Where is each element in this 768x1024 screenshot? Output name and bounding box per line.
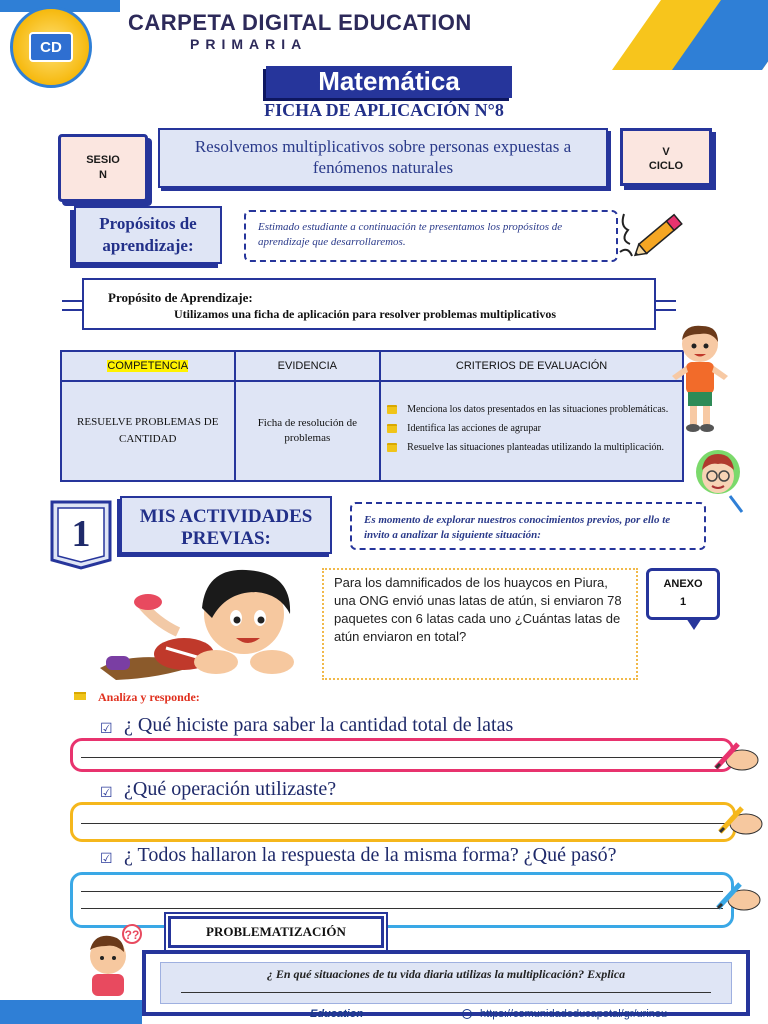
problem-statement: Para los damnificados de los huaycos en Piura, una ONG envió unas latas de atún, si enviaron 78 paquetes con 6 latas cada uno ¿Cuántas latas de atún enviaron en total? <box>322 568 638 680</box>
footer-url[interactable]: https://comunidadeducapotal/gr/urineu <box>480 1008 668 1020</box>
problematizacion-heading: PROBLEMATIZACIÓN <box>168 916 384 948</box>
folder-icon <box>74 692 86 700</box>
evidencia-cell <box>235 381 381 481</box>
svg-text:??: ?? <box>124 928 140 942</box>
ficha-title: FICHA DE APLICACIÓN N°8 <box>264 100 504 120</box>
question-3: ¿ Todos hallaron la respuesta de la misma forma? ¿Qué pasó? <box>124 844 617 866</box>
brand-title: CARPETA DIGITAL EDUCATION <box>128 10 472 35</box>
propositos-heading-line1: Propósitos de <box>99 214 197 233</box>
checkbox-icon: ☑ <box>100 785 113 801</box>
brand-logo <box>10 6 92 88</box>
checkbox-icon: ☑ <box>100 721 113 737</box>
anexo-badge <box>646 568 720 620</box>
evidencia-text: Ficha de resolución de problemas <box>257 417 357 444</box>
evaluation-table <box>60 350 684 482</box>
criterio-item: Resuelve las situaciones planteadas utilizando la multiplicación. <box>385 441 678 454</box>
anexo-pointer <box>686 618 702 630</box>
writing-hand-icon <box>714 878 762 912</box>
writing-hand-icon <box>716 802 764 836</box>
section-number: 1 <box>71 513 91 555</box>
proposito-main-box <box>82 278 656 330</box>
pencil-icon <box>618 206 688 264</box>
reflection-question: ¿ En qué situaciones de tu vida diaria utilizas la multiplicación? Explica <box>266 967 626 981</box>
ciclo-box <box>620 128 712 186</box>
table-row <box>61 381 683 481</box>
footer-stripe <box>0 1000 142 1024</box>
table-header-row <box>61 351 683 381</box>
sesion-label-2: N <box>99 169 107 181</box>
criterio-item: Identifica las acciones de agrupar <box>385 422 678 435</box>
session-title-box <box>158 128 608 188</box>
table-header-evidencia: EVIDENCIA <box>235 351 381 381</box>
propositos-heading <box>74 206 222 264</box>
criterios-list <box>385 403 678 454</box>
section-heading <box>120 496 332 554</box>
answer-line <box>81 757 723 758</box>
answer-line <box>81 908 723 909</box>
decor-line-right <box>654 309 676 311</box>
brand-subtitle: PRIMARIA <box>190 36 308 52</box>
table-header-competencia <box>61 351 235 381</box>
proposito-text: Utilizamos una ficha de aplicación para resolver problemas multiplicativos <box>174 307 556 321</box>
reflection-box <box>142 950 750 1016</box>
criterios-cell <box>380 381 683 481</box>
question-1: ¿ Qué hiciste para saber la cantidad total de latas <box>124 714 514 736</box>
proposito-label: Propósito de Aprendizaje: <box>108 290 253 305</box>
decor-line-left <box>62 300 84 302</box>
table-header-criterios: CRITERIOS DE EVALUACIÓN <box>380 351 683 381</box>
analiza-label: Analiza y responde: <box>98 690 200 704</box>
writing-hand-icon <box>712 738 760 772</box>
sesion-box <box>58 134 148 202</box>
checkbox-icon: ☑ <box>100 851 113 867</box>
section-note: Es momento de explorar nuestros conocimientos previos, por ello te invito a analizar la siguiente situación: <box>350 502 706 550</box>
header-competencia-text: COMPETENCIA <box>107 360 189 372</box>
propositos-note: Estimado estudiante a continuación te presentamos los propósitos de aprendizaje que desarrollaremos. <box>244 210 618 262</box>
reflection-panel <box>160 962 732 1004</box>
kid-illustration <box>668 322 732 436</box>
answer-line[interactable] <box>181 992 711 993</box>
answer-line <box>81 891 723 892</box>
answer-field-2[interactable] <box>70 802 736 842</box>
subject-title: Matemática <box>266 66 512 98</box>
sesion-label-1: SESIO <box>86 154 120 166</box>
competencia-cell <box>61 381 235 481</box>
answer-field-1[interactable] <box>70 738 734 772</box>
question-2: ¿Qué operación utilizaste? <box>124 778 337 800</box>
section-heading-line1: MIS ACTIVIDADES <box>139 506 313 527</box>
propositos-heading-line2: aprendizaje: <box>102 236 194 255</box>
answer-line <box>81 823 725 824</box>
competencia-text: RESUELVE PROBLEMAS DE CANTIDAD <box>77 416 219 445</box>
ciclo-label-1: V <box>662 146 670 158</box>
session-title-line1: Resolvemos multiplicativos sobre personas expuestas a <box>194 137 572 156</box>
anexo-label: ANEXO <box>663 578 703 590</box>
anexo-number: 1 <box>679 596 687 608</box>
logo-text: CD <box>29 32 73 62</box>
ciclo-label-2: CICLO <box>648 160 684 172</box>
decor-line-left <box>62 309 84 311</box>
globe-icon <box>462 1009 472 1019</box>
session-title-line2: fenómenos naturales <box>312 158 454 177</box>
criterio-item: Menciona los datos presentados en las situaciones problemáticas. <box>385 403 678 416</box>
boy-illustration <box>96 562 302 686</box>
section-heading-line2: PREVIAS: <box>181 528 271 549</box>
section-number-badge <box>50 500 112 570</box>
decor-line-right <box>654 300 676 302</box>
footer-brand: Education <box>310 1008 364 1020</box>
